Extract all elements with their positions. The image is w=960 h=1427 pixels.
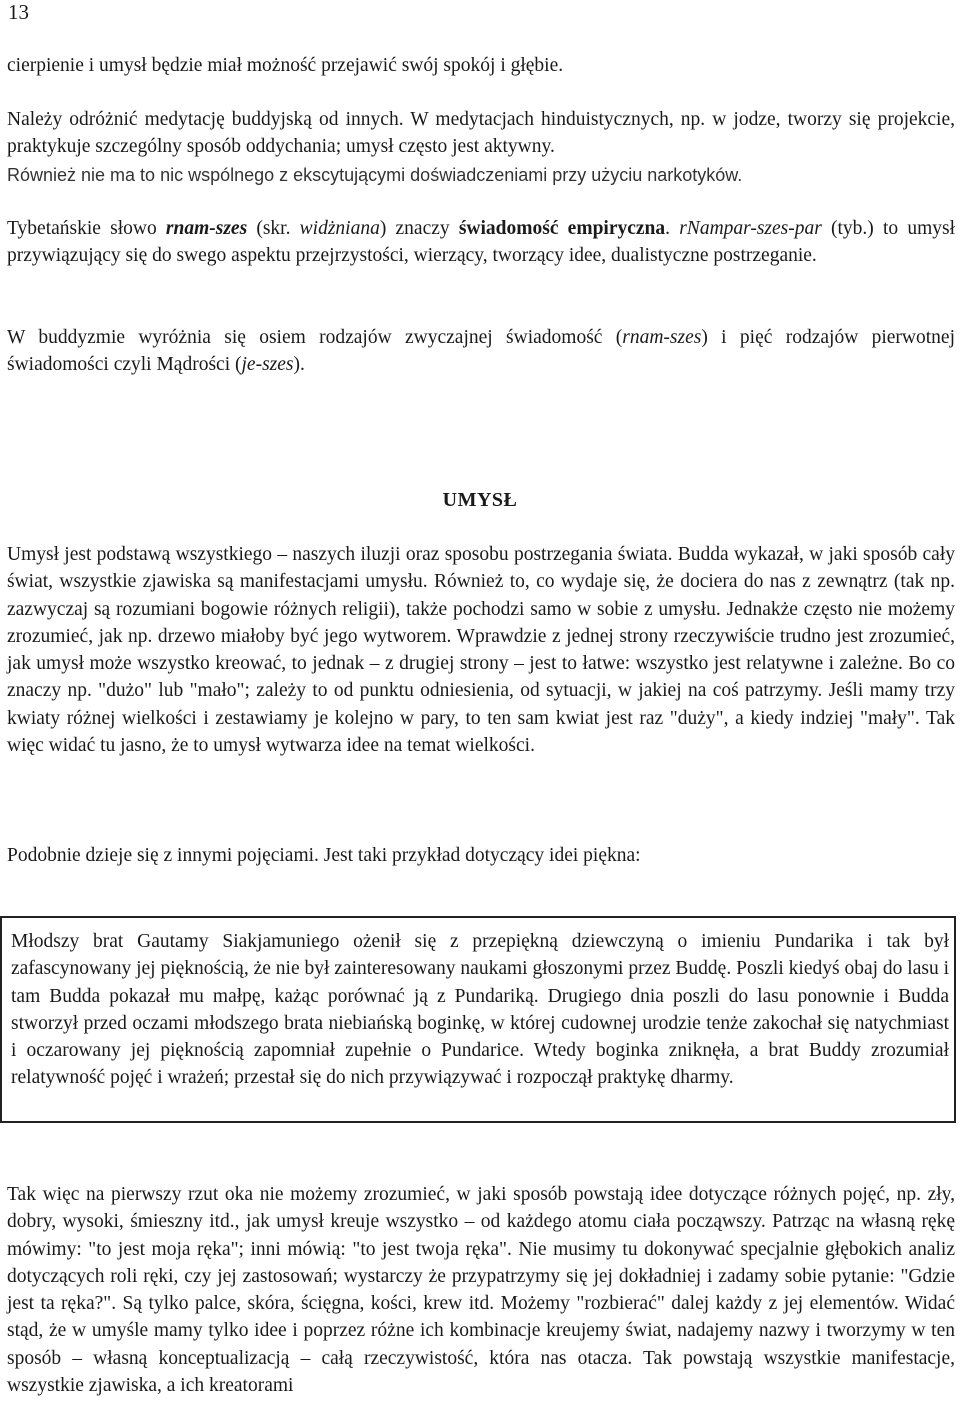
- paragraph-5: [7, 324, 955, 379]
- term-rnam-szes: rnam-szes: [165, 218, 248, 239]
- paragraph-4: [7, 215, 955, 270]
- term-je-szes: je-szes: [241, 354, 294, 376]
- term-widzniana: widżniana: [299, 218, 380, 239]
- text-run: Tybetańskie słowo: [7, 218, 166, 239]
- text-run: ) i pięć rodzajów pierwotnej świadomości czyli Mądrości (: [7, 327, 955, 376]
- paragraph-2: Należy odróżnić medytację buddyjską od innych. W medytacjach hinduistycznych, np. w jodze, tworzy się projekcie, praktykuje szczególny sposób oddychania; umysł często jest aktywny.: [7, 109, 955, 158]
- paragraph-7: Podobnie dzieje się z innymi pojęciami. Jest taki przykład dotyczący idei piękna:: [7, 845, 641, 866]
- page-number: 13: [8, 0, 29, 24]
- text-run: (skr.: [247, 218, 300, 239]
- term-rnam-szes: rnam-szes: [622, 327, 702, 348]
- text-run: ) znaczy: [379, 218, 459, 239]
- text-run: (tyb.) to umysł przywiązujący się do swego aspektu przejrzystości, wierzący, tworzący idee, dualistyczne postrzeganie.: [7, 218, 956, 267]
- story-text: Młodszy brat Gautamy Siakjamuniego ożenił się z przepiękną dziewczyną o imieniu Pundarika i tak był zafascynowany jej pięknością, że nie był zainteresowany naukami głoszonymi przez Buddę. Poszli kiedyś obaj do lasu i tam Budda pokazał mu małpę, każąc porównać ją z Pundariką. Drugiego dnia poszli do lasu ponownie i Budda stworzył przed oczami młodszego brata niebiańską boginkę, w której cudownej urodzie tenże zakochał się natychmiast i oczarowany jej pięknością zapomniał zupełnie o Pundarice. Wtedy boginka zniknęła, a brat Buddy zrozumiał relatywność pojęć i wrażeń; przestał się do nich przywiązywać i rozpoczął praktykę dharmy.: [11, 931, 949, 1089]
- term-swiadomosc-empiryczna: świadomość empiryczna: [458, 218, 666, 239]
- paragraph-8: Tak więc na pierwszy rzut oka nie możemy zrozumieć, w jaki sposób powstają idee dotyczące różnych pojęć, np. zły, dobry, wysoki, śmieszny itd., jak umysł kreuje wszystko – od każdego atomu ciała począwszy. Patrząc na własną rękę mówimy: "to jest moja ręka"; inni mówią: "to jest twoja ręka". Nie musimy tu dokonywać specjalnie głębokich analiz dotyczących roli ręki, czy jej zastosowań; wystarczy że przypatrzymy się jej dokładniej i zadamy sobie pytanie: "Gdzie jest ta ręka?". Są tylko palce, skóra, ścięgna, kości, krew itd. Możemy "rozbierać" dalej każdy z jej elementów. Widać stąd, że w umyśle mamy tylko idee i poprzez różne ich kombinacje kreujemy świat, nadajemy nazwy i tworzymy w ten sposób – własną konceptualizacją – całą rzeczywistość, która nas otacza. Tak powstają wszystkie manifestacje, wszystkie zjawiska, a ich kreatorami: [7, 1184, 955, 1397]
- story-box: [0, 916, 956, 1123]
- text-run: W buddyzmie wyróżnia się osiem rodzajów zwyczajnej świadomość (: [7, 327, 623, 348]
- paragraph-6: Umysł jest podstawą wszystkiego – naszych iluzji oraz sposobu postrzegania świata. Budda wykazał, w jaki sposób cały świat, wszystkie zjawiska są manifestacjami umysłu. Również to, co wydaje się, że dociera do nas z zewnątrz (tak np. zazwyczaj są rozumiani bogowie różnych religii), także pochodzi samo w sobie z umysłu. Jednakże często nie możemy zrozumieć, jak np. drzewo miałoby być jego wytworem. Wprawdzie z jednej strony rzeczywiście trudno jest zrozumieć, jak umysł może wszystko kreować, to jednak – z drugiej strony – jest to łatwe: wszystko jest relatywne i zależne. Bo co znaczy np. "dużo" lub "mało"; zależy to od punktu odniesienia, od sytuacji, w jakiej na coś patrzymy. Jeśli mamy trzy kwiaty różnej wielkości i zestawiamy je kolejno w pary, to ten sam kwiat jest raz "duży", a kiedy indziej "mały". Tak więc widać tu jasno, że to umysł wytwarza idee na temat wielkości.: [7, 544, 955, 757]
- text-run: ).: [293, 354, 305, 376]
- term-rnampar-szes-par: rNampar-szes-par: [679, 218, 822, 239]
- section-heading: UMYSŁ: [442, 489, 518, 511]
- text-run: .: [665, 218, 680, 239]
- paragraph-3: Również nie ma to nic wspólnego z ekscytującymi doświadczeniami przy użyciu narkotyków.: [7, 165, 743, 185]
- paragraph-1: cierpienie i umysł będzie miał możność przejawić swój spokój i głębie.: [7, 55, 564, 76]
